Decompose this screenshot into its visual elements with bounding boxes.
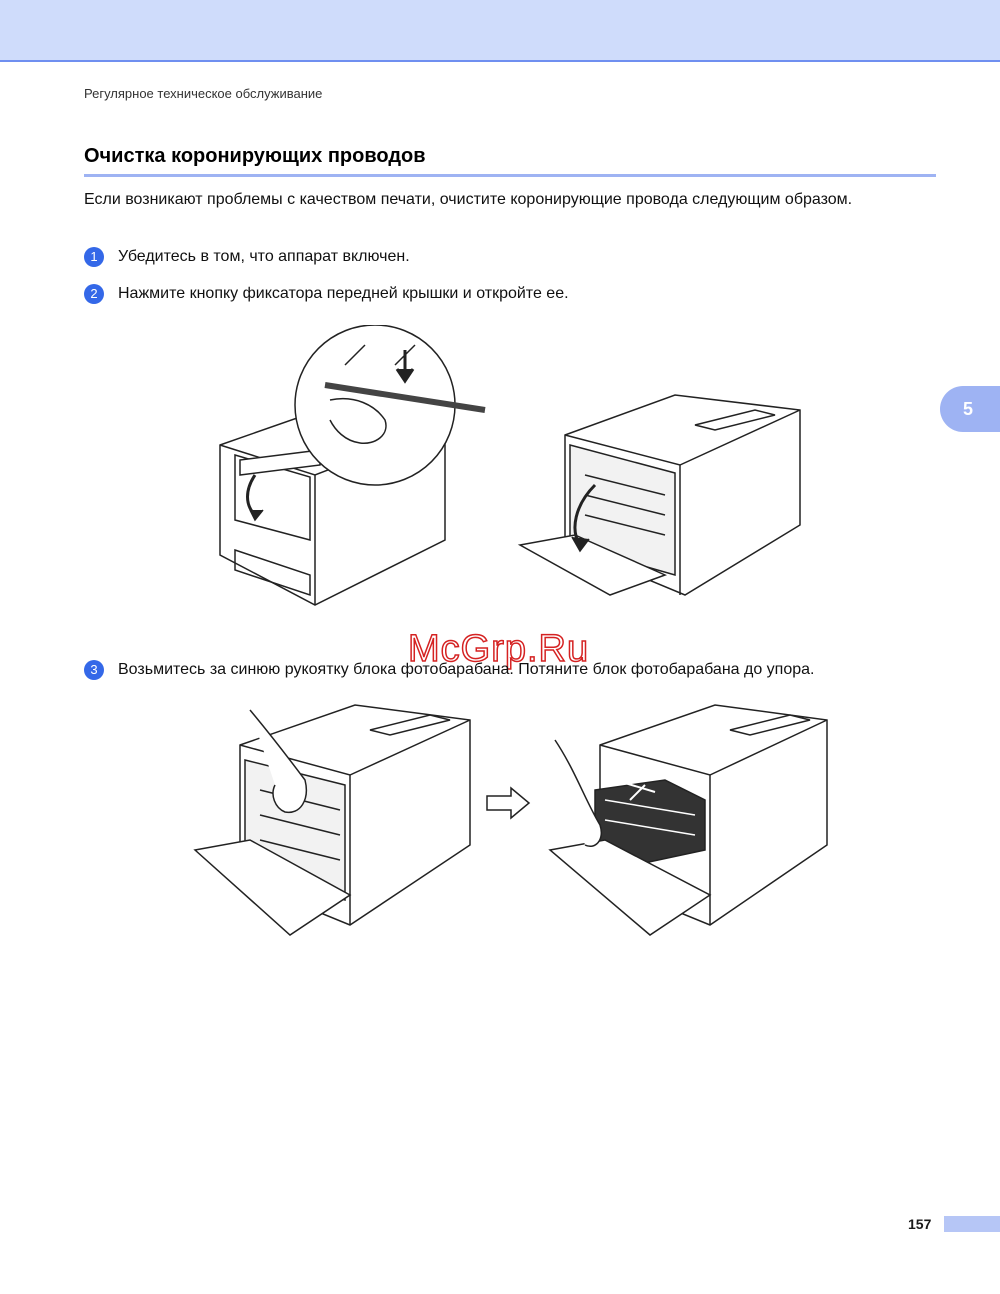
- page-number: 157: [908, 1216, 932, 1232]
- watermark: McGrp.Ru: [408, 628, 590, 670]
- top-header-band: [0, 0, 1000, 62]
- running-header: Регулярное техническое обслуживание: [84, 86, 323, 101]
- step-number-badge: 1: [84, 247, 104, 267]
- step-3: [84, 660, 814, 680]
- chapter-tab[interactable]: 5: [940, 386, 1000, 432]
- drum-grab-illustration: [190, 700, 475, 940]
- intro-paragraph: Если возникают проблемы с качеством печати, очистите коронирующие провода следующим образом.: [84, 191, 853, 208]
- step-text: Нажмите кнопку фиксатора передней крышки и откройте ее.: [118, 285, 569, 302]
- printer-cover-open-illustration: [515, 385, 805, 610]
- step-number-badge: 3: [84, 660, 104, 680]
- right-arrow-icon: [485, 786, 531, 820]
- step-text: Убедитесь в том, что аппарат включен.: [118, 248, 410, 265]
- step-text: Возьмитесь за синюю рукоятку блока фотобарабана. Потяните блок фотобарабана до упора.: [118, 661, 815, 678]
- page-number-bar: [944, 1216, 1000, 1232]
- step-number-badge: 2: [84, 284, 104, 304]
- printer-front-cover-illustration: [215, 325, 495, 610]
- step-1: [84, 247, 410, 267]
- step-2: [84, 284, 569, 304]
- section-title: Очистка коронирующих проводов: [84, 145, 936, 177]
- drum-pull-illustration: [545, 700, 830, 940]
